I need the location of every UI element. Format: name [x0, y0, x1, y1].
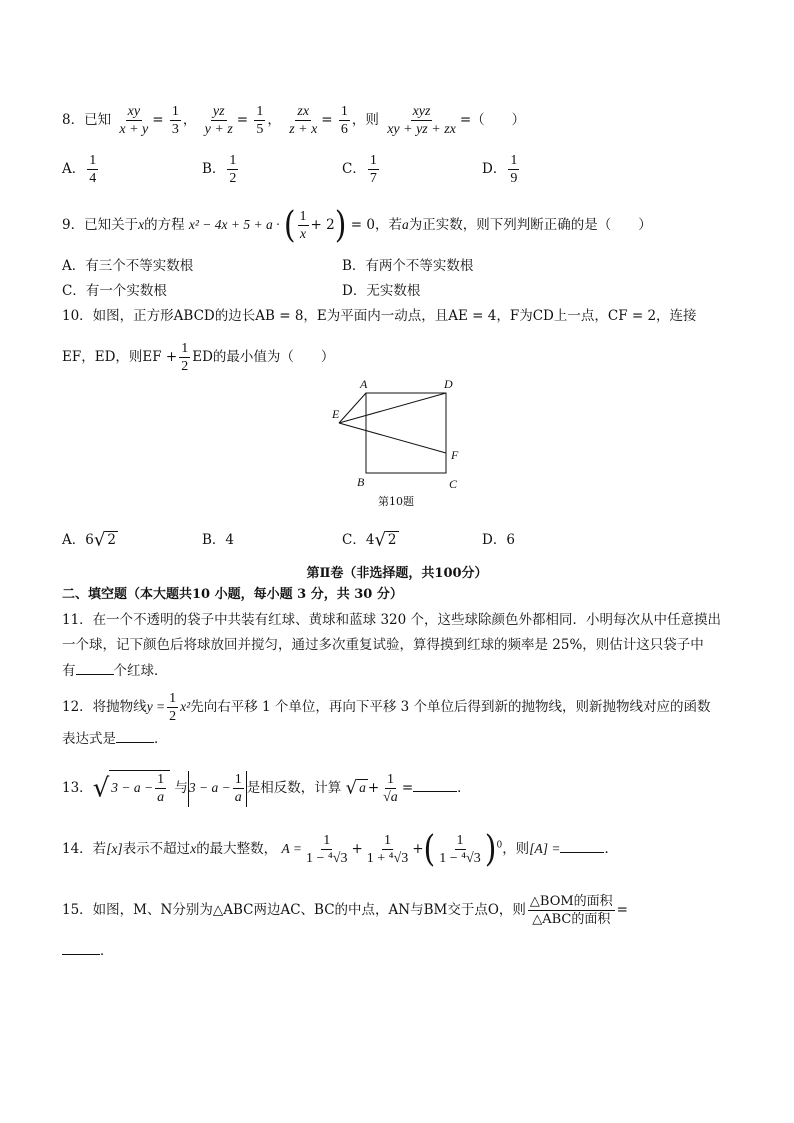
q9-option-d[interactable]: D．无实数根: [342, 283, 421, 299]
question-12-line2: 表达式是 ．: [62, 728, 168, 749]
segment-ea: [339, 393, 366, 423]
answer-blank[interactable]: [116, 728, 154, 743]
fraction: $\frac{yz}{y + z}$: [204, 104, 233, 137]
question-9: 9．已知关于x的方程 x² − 4x + 5 + a · ( $\frac{1}{x}$ + 2) = 0，若a为正实数，则下列判断正确的是（ ）: [62, 203, 652, 246]
q8-option-a[interactable]: A． $\frac{1}{4}$: [62, 153, 97, 186]
answer-blank[interactable]: [62, 940, 100, 955]
segment-ed: [339, 393, 446, 423]
q10-option-c[interactable]: C．4√ 2: [342, 529, 397, 551]
answer-blank[interactable]: [560, 838, 604, 853]
q10-option-a[interactable]: A．6√ 2: [62, 529, 116, 551]
answer-blank[interactable]: [76, 660, 114, 675]
fraction: $\frac{1}{3}$: [171, 104, 179, 137]
question-11-line1: 11．在一个不透明的袋子中共装有红球、黄球和蓝球 320 个，这些球除颜色外都相同．小明每次从中任意摸出: [62, 612, 722, 628]
answer-blank[interactable]: [413, 777, 457, 792]
q8-option-d[interactable]: D． $\frac{1}{9}$: [482, 153, 518, 186]
q10-figure: [320, 372, 470, 512]
label-a: A: [360, 377, 368, 391]
segment-ef: [339, 423, 446, 453]
q8-option-b[interactable]: B． $\frac{1}{2}$: [202, 153, 237, 186]
question-8: 8．已知 $\frac{xy}{x + y}$ = $\frac{1}{3}$ ， $\frac{yz}{y + z}$ = $\frac{1}{5}$ ， $\frac{zx}{z + x}$ = $\frac{1}{6}$ ，则 $\frac{\text{xyz}}{xy + yz + zx}$ =（ ）: [62, 104, 526, 137]
fraction: $\frac{xy}{x + y}$: [119, 104, 149, 137]
fraction: $\frac{1}{6}$: [340, 104, 348, 137]
label-b: B: [357, 475, 365, 489]
square-abcd: [366, 393, 446, 473]
question-12: 12．将抛物线y = $\frac{1}{2}$ x²先向右平移 1 个单位，再向下平移 3 个单位后得到新的抛物线，则新抛物线对应的函数: [62, 691, 711, 724]
question-10-line1: 10．如图，正方形ABCD的边长AB = 8，E为平面内一动点，且AE = 4，F为CD上一点，CF = 2，连接: [62, 308, 697, 324]
question-15-line2: ．: [62, 940, 114, 961]
label-c: C: [449, 477, 458, 491]
question-11-line3: 有 个红球．: [62, 660, 168, 681]
figure-caption: 第10题: [378, 495, 414, 508]
label-e: E: [332, 407, 340, 421]
question-13: 13．√ 3 − a − $\frac{1}{a}$ 与3 − a − $\frac{1}{a}$ 是相反数，计算 √ a + $\frac{1}{√a}$ = ．: [62, 772, 471, 805]
q9-option-c[interactable]: C．有一个实数根: [62, 283, 167, 299]
q10-option-b[interactable]: B．4: [202, 532, 235, 548]
section-heading: 第Ⅱ卷（非选择题，共100分）: [306, 566, 488, 581]
q9-option-b[interactable]: B．有两个不等实数根: [342, 258, 474, 274]
question-14: 14．若[x]表示不超过x的最大整数， A = $\frac{1}{\text{1 − ⁴√3}}$ + $\frac{1}{\text{1 + ⁴√3}}$ +( $\frac{1}{\text{1 − ⁴√3}}$ )$^0$，则[A] = ．: [62, 827, 618, 870]
fraction: $\frac{1}{5}$: [256, 104, 264, 137]
question-11-line2: 一个球，记下颜色后将球放回并搅匀，通过多次重复试验，算得摸到红球的频率是 25%，则估计这只袋子中: [62, 637, 704, 653]
q10-option-d[interactable]: D．6: [482, 532, 515, 548]
fraction: $\frac{zx}{z + x}$: [289, 104, 318, 137]
fraction: $\frac{\text{xyz}}{xy + yz + zx}$: [387, 104, 456, 137]
label-d: D: [444, 377, 453, 391]
section-subheading: 二、填空题（本大题共10 小题，每小题 3 分，共 30 分）: [62, 587, 403, 602]
label-f: F: [451, 448, 459, 462]
q8-option-c[interactable]: C． $\frac{1}{7}$: [342, 153, 377, 186]
question-10-line2: EF，ED，则EF + $\frac{1}{2}$ ED的最小值为（ ）: [62, 341, 335, 374]
q8-prefix: 8．已知: [62, 112, 112, 128]
q9-option-a[interactable]: A．有三个不等实数根: [62, 258, 194, 274]
question-15: 15．如图，M、N分别为△ABC两边AC、BC的中点，AN与BM交于点O，则 $\frac{\text{△BOM的面积}}{\text{△ABC的面积}}$ =: [62, 894, 628, 927]
